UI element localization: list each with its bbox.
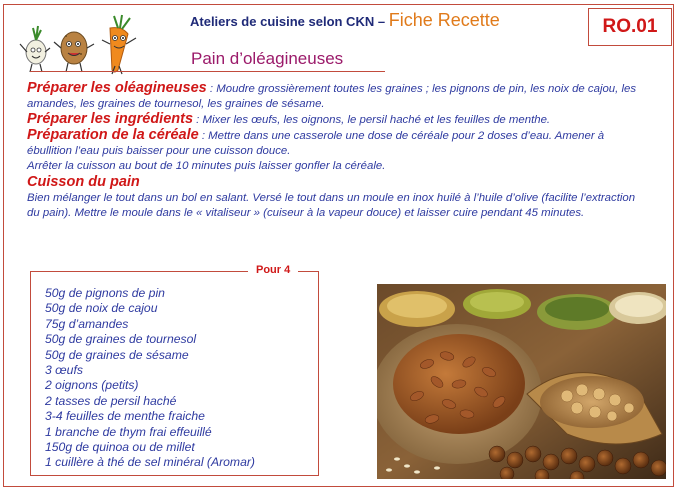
recipe-steps — [27, 81, 649, 221]
step-heading: Préparer les oléagineuses — [27, 80, 207, 96]
potato-character-icon — [54, 32, 94, 72]
header-separator: – — [374, 14, 389, 29]
ingredient-item: 2 tasses de persil haché — [45, 393, 177, 408]
serves-label: Pour 4 — [248, 264, 298, 276]
header-title — [190, 10, 500, 31]
ingredient-item: 50g de graines de tournesol — [45, 332, 197, 347]
ingredient-item: 3-4 feuilles de menthe fraiche — [45, 409, 205, 424]
ingredient-item: 2 oignons (petits) — [45, 378, 139, 393]
step-bread-cooking — [27, 174, 649, 221]
step-text: : Mettre dans une casserole une dose de céréale pour 2 doses d’eau. Amener à ébullition l’eau puis baisser pour une cuisson douce. — [27, 130, 605, 157]
step-text: : Mixer les œufs, les oignons, le persil haché et les feuilles de menthe. — [193, 114, 551, 126]
nuts-seeds-photo — [377, 284, 666, 479]
ingredient-item: 1 cuillère à thé de sel minéral (Aromar) — [45, 455, 255, 470]
ingredient-item: 50g de pignons de pin — [45, 286, 165, 300]
recipe-title: Pain d’oléagineuses — [191, 49, 344, 68]
ingredients-box — [30, 271, 319, 476]
onion-character-icon — [20, 26, 50, 72]
ingredient-item: 75g d’amandes — [45, 316, 129, 331]
ingredient-item: 50g de noix de cajou — [45, 301, 158, 316]
carrot-character-icon — [102, 15, 136, 74]
step-heading: Préparation de la céréale — [27, 127, 199, 143]
step-text-continued: Arrêter la cuisson au bout de 10 minutes puis laisser gonfler la céréale. — [27, 160, 386, 172]
workshop-name: Ateliers de cuisine selon CKN — [190, 14, 375, 29]
step-prepare-ingredients — [27, 112, 649, 128]
step-cereal-preparation — [27, 128, 649, 174]
step-text: Bien mélanger le tout dans un bol en salant. Versé le tout dans un moule en inox huilé à l’huile d’olive (facilite l’extraction du pain). Mettre le moule dans le « vitaliseur » (cuiseur à la vapeur douce) et laisser cuire pendant 45 minutes. — [27, 192, 636, 219]
fiche-recette-label: Fiche Recette — [388, 10, 500, 30]
step-text: : Moudre grossièrement toutes les graines ; les pignons de pin, les noix de cajou, les amandes, les graines de tournesol, les graines de sésame. — [27, 83, 637, 110]
vegetables-mascot-logo — [18, 14, 142, 76]
step-heading: Préparer les ingrédients — [27, 111, 194, 127]
ingredient-item: 50g de graines de sésame — [45, 347, 189, 362]
title-underline — [30, 71, 385, 72]
step-prepare-oleaginous — [27, 81, 649, 112]
ingredient-item: 1 branche de thym frai effeuillé — [45, 424, 212, 439]
step-heading: Cuisson du pain — [27, 174, 140, 190]
ingredients-list — [45, 286, 255, 471]
ingredient-item: 3 œufs — [45, 363, 83, 378]
recipe-code: RO.01 — [602, 16, 658, 37]
recipe-code-badge — [588, 8, 672, 46]
ingredient-item: 150g de quinoa ou de millet — [45, 440, 195, 455]
